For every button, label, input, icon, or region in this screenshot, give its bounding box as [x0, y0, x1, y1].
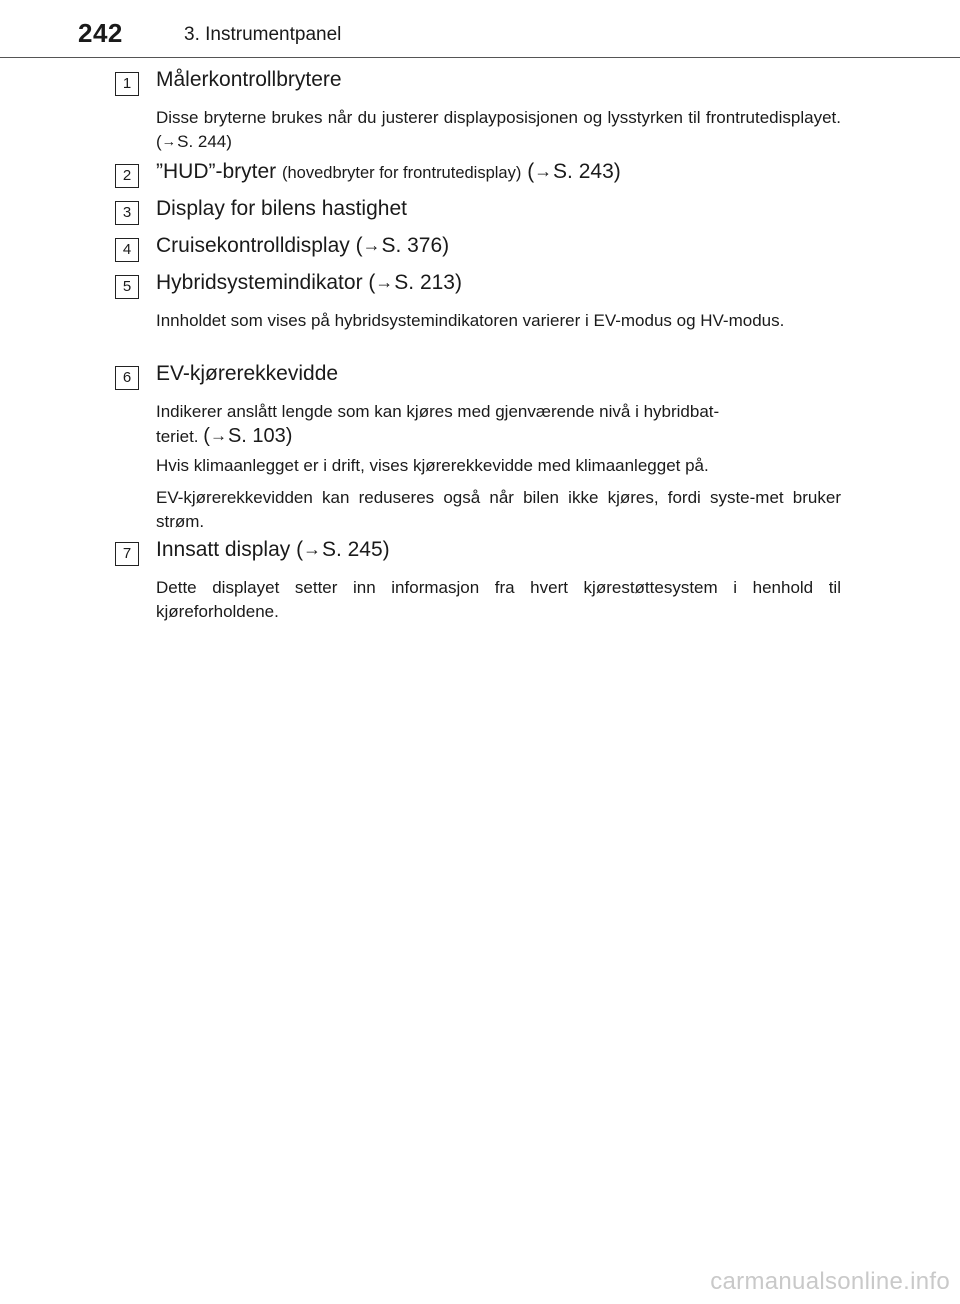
item-description: Indikerer anslått lengde som kan kjøres med gjenværende nivå i hybridbat- teriet. (→S. 103) [156, 402, 720, 447]
page-reference[interactable]: (→S. 244) [156, 132, 232, 151]
item-title: Innsatt display (→S. 245) [156, 538, 390, 561]
item-title: Display for bilens hastighet [156, 197, 407, 220]
page-reference[interactable]: (→S. 245) [296, 538, 390, 561]
item-title: Hybridsystemindikator (→S. 213) [156, 271, 462, 294]
item-note: EV-kjørerekkevidden kan reduseres også når bilen ikke kjøres, fordi syste-met bruker strøm. [156, 488, 841, 531]
item-number-badge: 4 [115, 238, 139, 262]
page-reference[interactable]: (→S. 376) [355, 234, 450, 257]
right-arrow-icon: → [303, 539, 321, 559]
item-title: ”HUD”-bryter (hovedbryter for frontrutedisplay) (→S. 243) [156, 160, 621, 183]
right-arrow-icon: → [161, 134, 177, 150]
item-number-badge: 6 [115, 366, 139, 390]
item-number-badge: 7 [115, 542, 139, 566]
watermark: carmanualsonline.info [710, 1268, 950, 1295]
page-reference[interactable]: (→S. 243) [527, 160, 621, 183]
item-title: Målerkontrollbrytere [156, 68, 342, 91]
header-divider [0, 57, 960, 58]
page-reference[interactable]: (→S. 213) [368, 271, 462, 294]
page-number: 242 [78, 18, 123, 48]
right-arrow-icon: → [362, 235, 381, 255]
item-title: Cruisekontrolldisplay (→S. 376) [156, 234, 450, 257]
item-description: Disse bryterne brukes når du justerer displayposisjonen og lysstyrken til frontrutedisplayet. (→S. 244) [156, 108, 841, 151]
item-description: Innholdet som vises på hybridsystemindikatoren varierer i EV-modus og HV-modus. [156, 311, 785, 330]
item-number-badge: 1 [115, 72, 139, 96]
item-description: Dette displayet setter inn informasjon fra hvert kjørestøttesystem i henhold til kjøreforholdene. [156, 578, 841, 621]
item-number-badge: 2 [115, 164, 139, 188]
item-number-badge: 3 [115, 201, 139, 225]
chapter-title: 3. Instrumentpanel [184, 24, 342, 45]
item-title: EV-kjørerekkevidde [156, 362, 339, 385]
right-arrow-icon: → [375, 272, 394, 292]
item-subtitle: (hovedbryter for frontrutedisplay) [282, 164, 522, 182]
right-arrow-icon: → [209, 426, 227, 445]
page-reference[interactable]: (→S. 103) [203, 425, 293, 447]
item-note: Hvis klimaanlegget er i drift, vises kjørerekkevidde med klimaanlegget på. [156, 456, 709, 475]
item-number-badge: 5 [115, 275, 139, 299]
page-header [78, 14, 958, 58]
right-arrow-icon: → [534, 161, 553, 181]
